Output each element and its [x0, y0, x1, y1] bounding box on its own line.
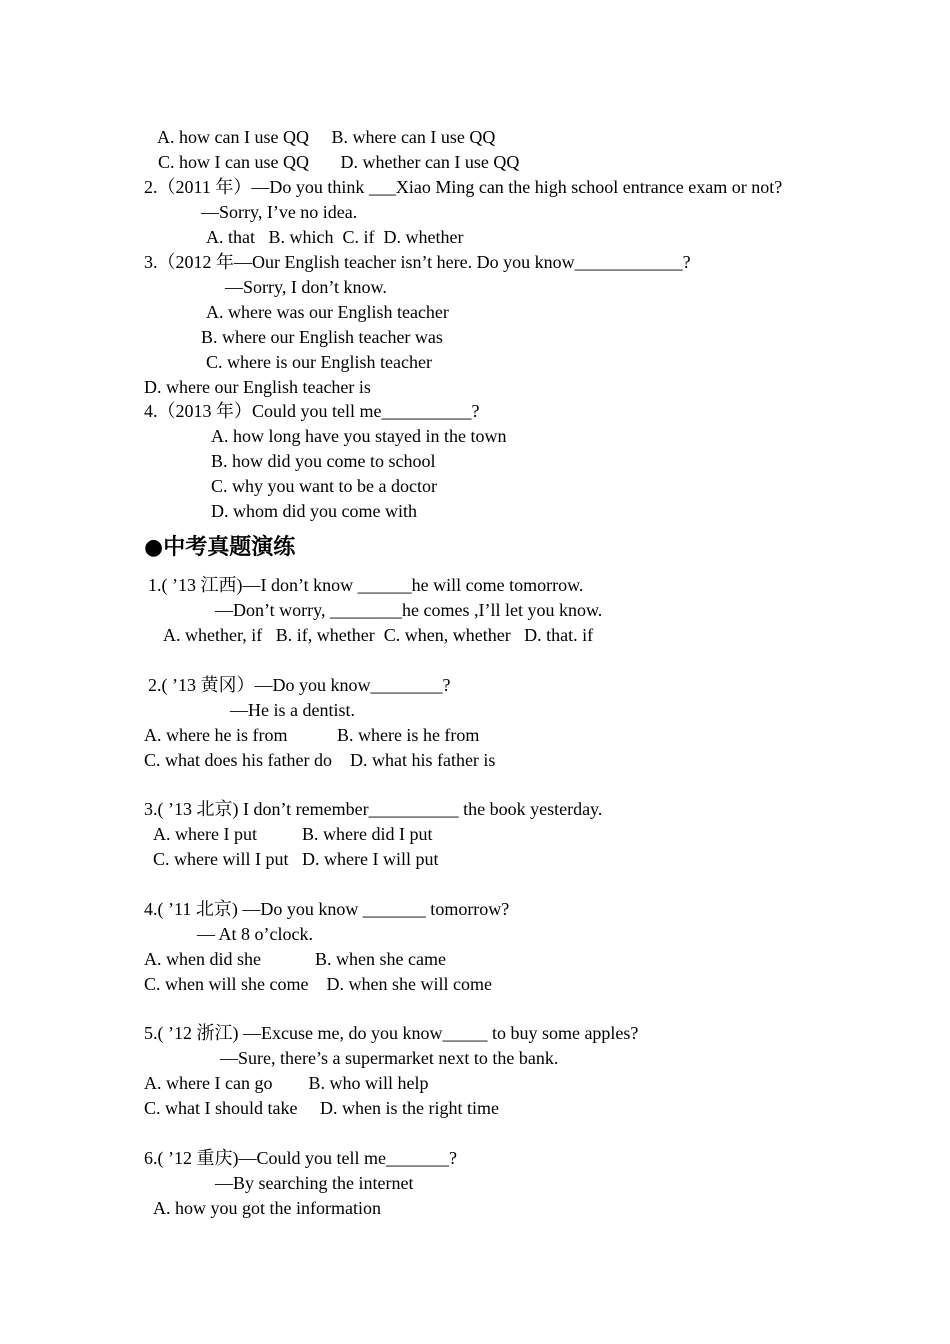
q2-question: 2.（2011 年）—Do you think ___Xiao Ming can the high school entrance exam or not? [144, 177, 783, 197]
p2-q1-question: 1.( ’13 江西)—I don’t know ______he will come tomorrow. [148, 575, 584, 595]
q3-option-a: A. where was our English teacher [206, 302, 449, 322]
p2-q2-response: —He is a dentist. [230, 700, 355, 720]
p2-q6-option-a: A. how you got the information [153, 1198, 381, 1218]
p2-q6-response: —By searching the internet [215, 1173, 414, 1193]
q3-question: 3.（2012 年—Our English teacher isn’t here. Do you know____________? [144, 252, 691, 272]
p2-q5-response: —Sure, there’s a supermarket next to the bank. [220, 1048, 559, 1068]
q1-options-ab: A. how can I use QQ B. where can I use QQ [157, 127, 496, 147]
q4-option-a: A. how long have you stayed in the town [211, 426, 507, 446]
p2-q1-response: —Don’t worry, ________he comes ,I’ll let you know. [215, 600, 603, 620]
q4-question: 4.（2013 年）Could you tell me__________? [144, 401, 480, 421]
p2-q1-options: A. whether, if B. if, whether C. when, whether D. that. if [163, 625, 594, 645]
p2-q3-question: 3.( ’13 北京) I don’t remember__________ the book yesterday. [144, 799, 603, 819]
p2-q3-options-cd: C. where will I put D. where I will put [153, 849, 439, 869]
q4-option-c: C. why you want to be a doctor [211, 476, 437, 496]
p2-q4-response: — At 8 o’clock. [197, 924, 313, 944]
p2-q3-options-ab: A. where I put B. where did I put [153, 824, 433, 844]
p2-q2-question: 2.( ’13 黄冈）—Do you know________? [148, 675, 451, 695]
q3-option-d: D. where our English teacher is [144, 377, 371, 397]
p2-q5-question: 5.( ’12 浙江) —Excuse me, do you know_____ to buy some apples? [144, 1023, 639, 1043]
p2-q4-question: 4.( ’11 北京) —Do you know _______ tomorrow? [144, 899, 510, 919]
q4-option-d: D. whom did you come with [211, 501, 417, 521]
q3-option-c: C. where is our English teacher [206, 352, 432, 372]
p2-q5-options-cd: C. what I should take D. when is the right time [144, 1098, 499, 1118]
q3-option-b: B. where our English teacher was [201, 327, 443, 347]
q4-option-b: B. how did you come to school [211, 451, 436, 471]
section-heading: ●中考真题演练 [144, 535, 296, 560]
q1-options-cd: C. how I can use QQ D. whether can I use QQ [158, 152, 520, 172]
p2-q2-options-cd: C. what does his father do D. what his father is [144, 750, 496, 770]
q3-response: —Sorry, I don’t know. [225, 277, 387, 297]
p2-q4-options-ab: A. when did she B. when she came [144, 949, 446, 969]
p2-q6-question: 6.( ’12 重庆)—Could you tell me_______? [144, 1148, 457, 1168]
q2-options: A. that B. which C. if D. whether [206, 227, 464, 247]
p2-q4-options-cd: C. when will she come D. when she will come [144, 974, 492, 994]
q2-response: —Sorry, I’ve no idea. [201, 202, 358, 222]
p2-q2-options-ab: A. where he is from B. where is he from [144, 725, 480, 745]
p2-q5-options-ab: A. where I can go B. who will help [144, 1073, 429, 1093]
